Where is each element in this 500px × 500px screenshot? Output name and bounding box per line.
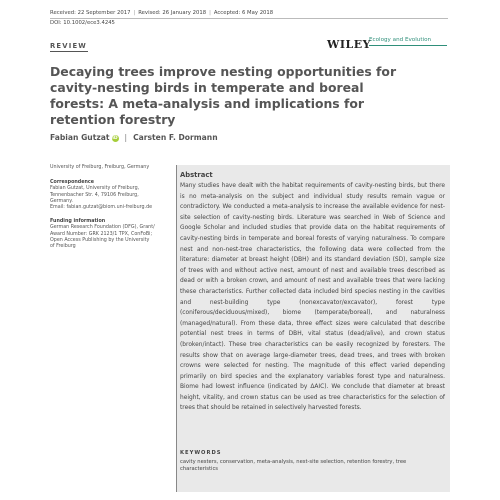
affiliation: University of Freiburg, Freiburg, Germany bbox=[50, 165, 150, 170]
abstract-heading: Abstract bbox=[180, 171, 213, 179]
journal-badge bbox=[369, 36, 449, 50]
author-line: Fabian Gutzat iD | Carsten F. Dormann bbox=[50, 133, 218, 142]
journal-underline bbox=[369, 45, 447, 46]
section-underline bbox=[50, 51, 88, 52]
author-1[interactable]: Fabian Gutzat bbox=[50, 133, 110, 142]
funding-line: Open Access Publishing by the University bbox=[50, 237, 150, 243]
article-dates: Received: 22 September 2017 | Revised: 26 January 2018 | Accepted: 6 May 2018 bbox=[50, 10, 274, 16]
correspondence-email[interactable]: Email: fabian.gutzat@biom.uni-freiburg.de bbox=[50, 205, 153, 211]
doi[interactable]: DOI: 10.1002/ece3.4245 bbox=[50, 20, 115, 26]
correspondence-line: Fabian Gutzat, University of Freiburg, bbox=[50, 186, 140, 192]
funding-heading: Funding information bbox=[50, 219, 106, 225]
correspondence-heading: Correspondence bbox=[50, 180, 94, 186]
author-2[interactable]: Carsten F. Dormann bbox=[133, 133, 218, 142]
sidebar bbox=[50, 165, 168, 258]
funding-line: German Research Foundation (DFG), Grant/ bbox=[50, 225, 155, 231]
funding-line: of Freiburg bbox=[50, 244, 76, 250]
revised-date: Revised: 26 January 2018 bbox=[138, 10, 207, 16]
accepted-date: Accepted: 6 May 2018 bbox=[213, 10, 274, 16]
publisher-logo: WILEY bbox=[327, 38, 371, 51]
funding-line: Award Number: GRK 2123/1 TPX, ConFoBi; bbox=[50, 231, 153, 237]
keywords-heading: KEYWORDS bbox=[180, 450, 222, 456]
funding-block bbox=[50, 219, 168, 250]
correspondence-block bbox=[50, 180, 168, 211]
journal-name: Ecology and Evolution bbox=[369, 37, 432, 43]
received-date: Received: 22 September 2017 bbox=[50, 10, 131, 16]
header-rule bbox=[50, 18, 448, 19]
orcid-icon[interactable]: iD bbox=[112, 136, 118, 141]
section-label: REVIEW bbox=[50, 42, 88, 50]
correspondence-line: Germany. bbox=[50, 198, 73, 204]
correspondence-line: Tennenbacher Str. 4, 79106 Freiburg, bbox=[50, 192, 139, 198]
article-title: Decaying trees improve nesting opportunities for cavity-nesting birds in temperate and boreal forests: A meta-analysis and implications for retention forestry bbox=[50, 64, 397, 127]
abstract-text: Many studies have dealt with the habitat requirements of cavity-nesting birds, but there is no meta-analysis on the subject and individual study results remain vague or contradictory. We conducted a meta-analysis to increase the available evidence for nest-site selection of cavity-nesting birds. Literature was searched in Web of Science and Google Scholar and included studies that provide data on the habitat requirements of cavity-nesting birds in temperate and boreal forests of varying naturalness. To compare nest and non-nest-tree characteristics, the following data were collected from the literature: diameter at breast height (DBH) and its standard deviation (SD), sample size of trees with and without active nest, amount of nest and available trees described as dead or with a broken crown, and amount of nest and available trees that were lacking these characteristics. Further collected data included bird species nesting in the cavities and nest-building type (nonexcavator/excavator), forest type (coniferous/deciduous/mixed), biome (temperate/boreal), and naturalness (managed/natural). From these data, three effect sizes were calculated that describe potential nest trees in terms of DBH, vital status (dead/alive), and crown status (broken/intact). These tree characteristics can be easily recognized by foresters. The results show that on average large-diameter trees, dead trees, and trees with broken crowns were selected for nesting. The magnitude of this effect varied depending primarily on bird species and the explanatory variables forest type and naturalness. Biome had lowest influence (indicated by ΔAIC). We conclude that diameter at breast height, vitality, and crown status can be used as tree characteristics for the selection of trees that should be retained in selectively harvested forests. bbox=[180, 183, 445, 412]
keywords-text: cavity nesters, conservation, meta-analysis, nest-site selection, retention forestry, tree characteristics bbox=[180, 459, 407, 473]
